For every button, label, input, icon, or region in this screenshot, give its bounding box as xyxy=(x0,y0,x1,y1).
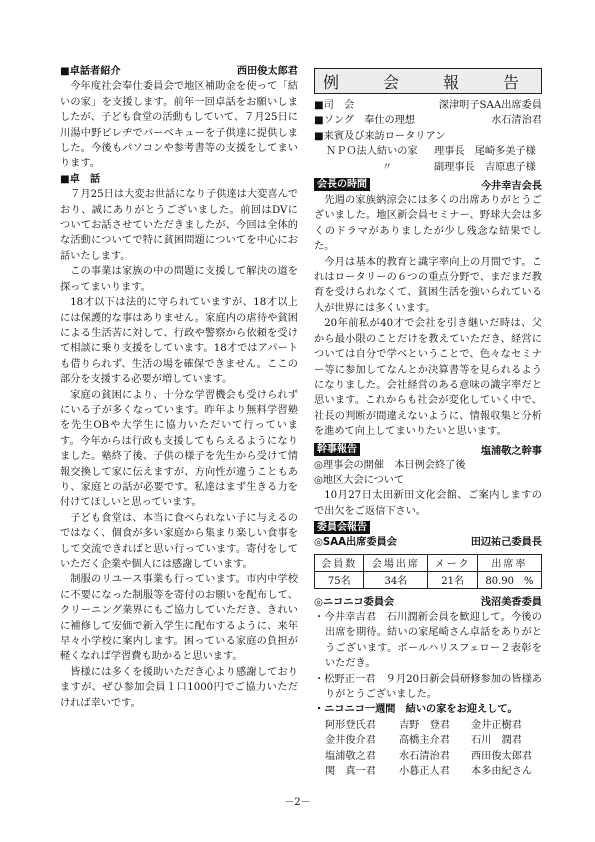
talk-paragraph: 家庭の貧困により、十分な学習機会も受けられずにいる子が多くなっています。昨年より無料学習塾を先生OBや大学生に協力いただいて行っています。今年からは行政も支援してもらえるようになりました。塾終了後、子供の様子を先生から受けて情報交換して家に伝えますが、方向性が違うこともあり、家庭との話が必要です。私達はまず生きる力を付けてほしいと思っています。 xyxy=(60,389,298,509)
speaker-name: 西田俊太郎君 xyxy=(236,66,298,77)
attendance-header: 会場出席 xyxy=(364,554,428,571)
talk-paragraph: この事業は家族の中の問題に支援して解決の道を探ってまいります。 xyxy=(60,266,298,293)
member-name: 小暮正人君 xyxy=(399,766,450,778)
guest-row xyxy=(314,144,542,159)
niko-names-grid xyxy=(314,718,542,780)
member-name: 阿形登氏君 xyxy=(325,719,376,731)
president-paragraph: 20年前私が40才で会社を引き継いだ時は、父から最小限のことだけを教えていただき、経営については自分で学べということで、色々なセミナー等に参加してなんとか決算書等を見られるようになりました。会社経営のある意味の識字率だと思います。これからも社会が変化していく中で、社長の判断が間違えないように、情報収集と分析を進めて向上してまいりたいと思います。 xyxy=(314,318,542,438)
niko-item: ・今井幸吉君 石川潤新会員を歓迎して。今後の出席を期待。結いの家尾崎さん卓話をありがとうございます。ボールハリスフェロー２表彰をいただき。 xyxy=(314,611,542,670)
attendance-value-row xyxy=(315,571,542,588)
attendance-header-row xyxy=(315,554,542,571)
committee-badge: 委員会報告 xyxy=(314,521,370,534)
secretary-item: ◎地区大会について xyxy=(314,474,405,486)
talk-paragraph: 18才以下は法的に守られていますが、18才以上には保護的な事はありません。家庭内の虐待や貧困による生活苦に対して、行政や警察から依頼を受けて相談に乗り支援をしています。18才ではアパートも借りられず、生活の場を確保できません。ここの部分を支援する必要が増しています。 xyxy=(60,297,298,386)
member-name: 金井正樹君 xyxy=(471,719,522,731)
member-name: 水石清治君 xyxy=(399,750,450,762)
guest-title: 副理事長 xyxy=(434,161,475,173)
officer-name: 水石清治君 xyxy=(491,115,542,127)
officer-row xyxy=(314,98,542,113)
secretary-item: 10月27日太田新田文化会館、ご案内しますので出欠をご返信下さい。 xyxy=(314,490,542,517)
guests-heading: ■来賓及び来訪ロータリアン xyxy=(314,130,446,142)
secretary-header xyxy=(314,442,542,457)
member-name: 関 真一君 xyxy=(325,766,376,778)
guest-name: 吉原恵子様 xyxy=(484,161,536,173)
president-badge: 会長の時間 xyxy=(314,178,370,191)
saa-header xyxy=(314,535,542,550)
talk-paragraph: 子ども食堂は、本当に食べられない子に与えるのではなく、個食が多い家庭から集まり楽しい食事をして交流できればと思い行っています。寄付をしていただく企業や個人には感謝しています。 xyxy=(60,512,298,570)
attendance-header: メーク xyxy=(428,554,477,571)
secretary-name: 塩浦敬之幹事 xyxy=(480,445,542,457)
officer-name: 深津明子SAA出席委員 xyxy=(438,100,542,111)
right-column xyxy=(314,64,542,779)
niko-week-heading: ・ニコニコ一週間 結いの家をお迎えして。 xyxy=(314,704,518,716)
president-paragraph: 先週の家族納涼会には多くの出席ありがとうございました。地区新会員セミナー、野球大会は多くのドラマがありましたが少し残念な結果でした。 xyxy=(314,195,542,253)
niko-header xyxy=(314,595,542,610)
niko-member-name: 浅沼美香委員 xyxy=(480,596,542,608)
officer-row xyxy=(314,113,542,128)
officer-role: ■ソング 奉仕の理想 xyxy=(314,115,416,127)
talk-heading: ■卓 話 xyxy=(60,173,101,185)
member-name: 本多由紀さん xyxy=(471,766,533,778)
member-name: 高橋主介君 xyxy=(399,735,450,747)
niko-heading: ◎ニコニコ委員会 xyxy=(314,596,395,608)
secretary-badge: 幹事報告 xyxy=(314,443,360,456)
president-paragraph: 今月は基本的教育と識字率向上の月間です。これはロータリーの６つの重点分野で、まだまだ教育を受けられなくて、貧困生活を強いられている人が世界には多くいます。 xyxy=(314,256,542,314)
member-name: 塩浦敬之君 xyxy=(325,750,376,762)
guest-row xyxy=(314,160,542,175)
talk-paragraph: ７月25日は大変お世話になり子供達は大変喜んでおり、誠にありがとうございました。前回はDVについてお話させていただきましたが、今回は全体的な活動についてで特に貧困問題についてを中心にお話いたします。 xyxy=(60,189,298,262)
officer-role: ■司 会 xyxy=(314,100,355,111)
secretary-item: ◎理事会の開催 本日例会終了後 xyxy=(314,459,466,471)
committee-header xyxy=(314,521,542,534)
page-number: －2－ xyxy=(284,797,311,808)
speaker-intro-text: 今年度社会奉仕委員会で地区補助金を使って「結いの家」を支援します。前年一回卓話をお願いしましたが、子ども食堂の活動もしていて、７月25日に川湯中野ビレヂでバーベキューを子供達に提供しました。今後もパソコンや参考書等の支援をしてまいります。 xyxy=(60,81,298,170)
saa-chair-name: 田辺祐己委員長 xyxy=(470,537,542,549)
talk-paragraph: 皆様には多くを援助いただき心より感謝しておりますが、ぜひ参加会員１口1000円でご協力いただければ幸いです。 xyxy=(60,666,298,709)
meeting-report-title: 例 会 報 告 xyxy=(314,68,542,94)
guest-org: ＮＰＯ法人結いの家 xyxy=(326,146,418,158)
attendance-table xyxy=(314,554,542,589)
speaker-intro-header xyxy=(60,64,298,79)
attendance-value: 80.90 % xyxy=(477,571,541,588)
attendance-header: 出席率 xyxy=(477,554,541,571)
niko-item: ・松野正一君 ９月20日新会員研修参加の皆様ありがとうございました。 xyxy=(314,673,542,700)
saa-heading: ◎SAA出席委員会 xyxy=(314,537,397,549)
speaker-intro-heading: ■卓話者紹介 xyxy=(60,66,121,77)
member-name: 金井俊介君 xyxy=(325,735,376,747)
attendance-value: 21名 xyxy=(428,571,477,588)
left-column xyxy=(60,64,298,711)
member-name: 西田俊太郎君 xyxy=(471,750,533,762)
member-name: 吉野 登君 xyxy=(399,719,450,731)
member-name: 石川 潤君 xyxy=(471,735,522,747)
president-header xyxy=(314,177,542,192)
attendance-value: 75名 xyxy=(315,571,364,588)
guest-title: 理事長 xyxy=(434,146,465,158)
guest-org: 〃 xyxy=(382,161,393,173)
guest-name: 尾崎多美子様 xyxy=(474,146,536,158)
talk-paragraph: 制服のリユース事業も行っています。市内中学校に不要になった制服等を寄付のお願いを配布して、クリーニング業界にもご協力していただき、きれいに補修して安価で新入学生に配布するように、来年早々小学校に案内します。困っている家庭の負担が軽くなれば学習費も助かると思います。 xyxy=(60,574,298,663)
president-name: 今井幸吉会長 xyxy=(480,181,542,193)
attendance-value: 34名 xyxy=(364,571,428,588)
attendance-header: 会員数 xyxy=(315,554,364,571)
